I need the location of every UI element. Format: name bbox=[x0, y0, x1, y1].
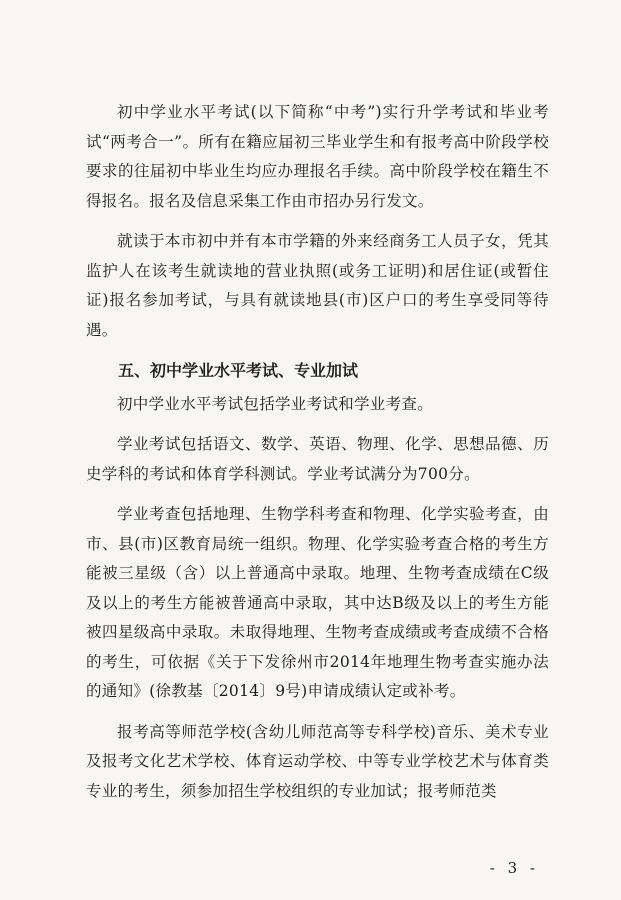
paragraph-academic-exam: 学业考试包括语文、数学、英语、物理、化学、思想品德、历史学科的考试和体育学科测试。学业考试满分为700分。 bbox=[86, 435, 549, 483]
paragraph-exam-composition: 初中学业水平考试包括学业考试和学业考查。 bbox=[117, 394, 434, 413]
paragraph-professional-test: 报考高等师范学校(含幼儿师范高等专科学校)音乐、美术专业及报考文化艺术学校、体育运动学校、中等专业学校艺术与体育类专业的考生，须参加招生学校组织的专业加试；报考师范类 bbox=[86, 722, 549, 800]
page-number: - 3 - bbox=[489, 859, 539, 877]
section-heading: 五、初中学业水平考试、专业加试 bbox=[118, 361, 359, 380]
paragraph-academic-assessment: 学业考查包括地理、生物学科考查和物理、化学实验考查，由市、县(市)区教育局统一组织。物理、化学实验考查合格的考生方能被三星级（含）以上普通高中录取。地理、生物考查成绩在C级及以上的考生方能被普通高中录取，其中达B级及以上的考生方能被四星级高中录取。未取得地理、生物考查成绩或考查成绩不合格的考生，可依据《关于下发徐州市2014年地理生物考查实施办法的通知》(徐教基〔2014〕9号)申请成绩认定或补考。 bbox=[86, 505, 549, 700]
paragraph-migrant-students: 就读于本市初中并有本市学籍的外来经商务工人员子女，凭其监护人在该考生就读地的营业执照(或务工证明)和居住证(或暂住证)报名参加考试，与具有就读地县(市)区户口的考生享受同等待遇。 bbox=[86, 232, 549, 339]
document-body bbox=[86, 98, 549, 817]
paragraph-registration: 初中学业水平考试(以下简称“中考”)实行升学考试和毕业考试“两考合一”。所有在籍应届初三毕业学生和有报考高中阶段学校要求的往届初中毕业生均应办理报名手续。高中阶段学校在籍生不得报名。报名及信息采集工作由市招办另行发文。 bbox=[86, 103, 549, 210]
